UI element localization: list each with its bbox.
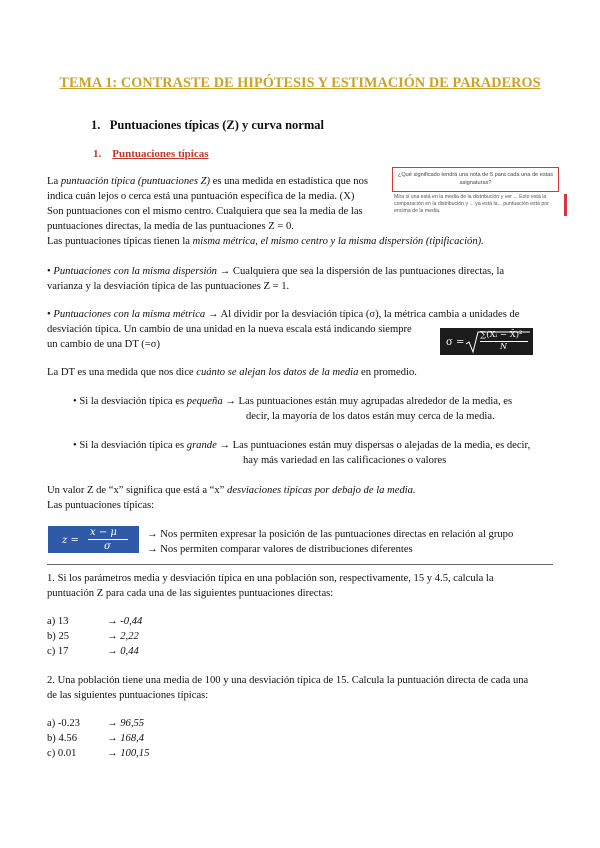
page-title: TEMA 1: CONTRASTE DE HIPÓTESIS Y ESTIMACIÓN DE PARADEROS — [59, 75, 541, 91]
small-sd-line-2: decir, la mayoría de los datos están muy cerca de la media. — [246, 411, 495, 422]
exercise-2-item — [47, 717, 144, 731]
item-label: c) 17 — [47, 646, 69, 657]
formula-denominator: σ — [104, 541, 111, 552]
section-label: Puntuaciones típicas (Z) y curva normal — [109, 118, 324, 132]
usage-item-1: → Nos permiten expresar la posición de las puntuaciones directas en relación al grupo — [147, 529, 514, 540]
arrow: → — [107, 646, 118, 657]
side-note-text — [394, 194, 560, 215]
bullet: • — [47, 266, 51, 277]
small-sd-text: Si la desviación típica es — [79, 396, 187, 407]
big-sd-text: Si la desviación típica es — [79, 440, 187, 451]
small-sd-term: pequeña — [186, 396, 223, 407]
intro-line-3: Son puntuaciones con el mismo centro. Cualquiera que sea la media de las — [47, 206, 363, 217]
big-sd-text: → Las puntuaciones están muy dispersas o alejadas de la media, es decir, — [216, 440, 531, 451]
arrow: → — [107, 748, 118, 759]
z-value-term: desviaciones típicas por debajo de la media. — [227, 485, 416, 496]
item-answer: -0,44 — [120, 616, 143, 627]
formula-numerator: ∑(Xᵢ − X̄)² — [480, 330, 523, 340]
item-label: a) -0.23 — [47, 718, 80, 729]
bullet: • — [73, 396, 77, 407]
small-sd-text: → Las puntuaciones están muy agrupadas alrededor de la media, es — [222, 396, 513, 407]
bullet: • — [47, 309, 51, 320]
subsection-label: Puntuaciones típicas — [112, 148, 209, 160]
intro-line-2: indica cuán lejos o cerca está una puntuación específica de la media. (X) — [47, 191, 355, 202]
intro-line-5 — [47, 235, 484, 249]
arrow: → — [107, 733, 118, 744]
intro-line-1 — [47, 175, 368, 189]
formula-denominator: N — [500, 342, 507, 351]
bullet: • — [73, 440, 77, 451]
item-answer: 0,44 — [120, 646, 139, 657]
item-answer: 96,55 — [120, 718, 145, 729]
intro-term: puntuación típica (puntuaciones Z) — [60, 176, 211, 187]
z-score-formula — [48, 526, 139, 553]
subsection-number: 1. — [93, 148, 102, 160]
side-note-body: Mira si una está en la media de la distribución y ver ... Esto está la comparación en la distribución y ... ya está la... puntuación está por encima de la media. — [394, 194, 549, 215]
intro-term: misma métrica, el mismo centro y la misma dispersión (tipificación). — [192, 236, 484, 247]
dt-definition — [47, 366, 417, 380]
arrow: → — [107, 616, 118, 627]
formula-lhs: σ = — [446, 337, 465, 348]
dt-term: cuánto se alejan los datos de la media — [196, 367, 359, 378]
item-answer: 100,15 — [120, 748, 150, 759]
z-value-text: Un valor Z de “x” significa que está a “x” — [47, 485, 228, 496]
intro-text: es una medida en estadística que nos — [210, 176, 368, 187]
usage-intro: Las puntuaciones típicas: — [47, 500, 155, 511]
dt-text: La DT es una medida que nos dice — [47, 367, 197, 378]
big-sd-line-1 — [73, 439, 530, 453]
exercise-2-question-1: 2. Una población tiene una media de 100 y una desviación típica de 15. Calcula la puntuación directa de cada una — [47, 675, 529, 686]
item-label: a) 13 — [47, 616, 69, 627]
divider — [47, 564, 553, 565]
subsection-heading — [93, 147, 209, 161]
exercise-2-item — [47, 732, 144, 746]
item-answer: 168,4 — [120, 733, 145, 744]
exercise-1-question-2: puntuación Z para cada una de las siguientes puntuaciones directas: — [47, 588, 334, 599]
metric-term: Puntuaciones con la misma métrica — [53, 309, 206, 320]
side-note-marker — [564, 194, 567, 216]
arrow: → — [107, 718, 118, 729]
usage-item-2: → Nos permiten comparar valores de distribuciones diferentes — [147, 544, 413, 555]
intro-line-4: puntuaciones directas, la media de las puntuaciones Z = 0. — [47, 221, 294, 232]
intro-text: La — [47, 176, 61, 187]
section-heading — [91, 117, 324, 133]
section-number: 1. — [91, 118, 101, 132]
z-value-definition — [47, 484, 416, 498]
formula-lhs: z = — [62, 535, 79, 546]
dispersion-line-2: varianza y la desviación típica de las puntuaciones Z = 1. — [47, 281, 290, 292]
exercise-1-item — [47, 630, 139, 644]
exercise-1-item — [47, 615, 142, 629]
item-label: b) 4.56 — [47, 733, 78, 744]
exercise-1-question-1: 1. Si los parámetros media y desviación típica en una población son, respectivamente, 15 y 4.5, calcula la — [47, 573, 494, 584]
arrow: → — [107, 631, 118, 642]
std-dev-formula — [440, 328, 533, 355]
side-note-box: ¿Qué significado tendrá una nota de 5 para cada una de estas asignaturas? — [392, 167, 559, 192]
item-label: b) 25 — [47, 631, 70, 642]
metric-line-2: desviación típica. Un cambio de una unidad en la nueva escala está indicando siempre — [47, 324, 412, 335]
metric-line-3: un cambio de una DT (=σ) — [47, 339, 160, 350]
exercise-2-item — [47, 747, 149, 761]
exercise-1-item — [47, 645, 139, 659]
item-label: c) 0.01 — [47, 748, 77, 759]
intro-text: Las puntuaciones típicas tienen la — [47, 236, 193, 247]
big-sd-term: grande — [186, 440, 217, 451]
dispersion-term: Puntuaciones con la misma dispersión — [53, 266, 217, 277]
metric-line-1 — [47, 308, 520, 322]
exercise-2-question-2: de las siguientes puntuaciones típicas: — [47, 690, 209, 701]
dispersion-text: → Cualquiera que sea la dispersión de las puntuaciones directas, la — [216, 266, 505, 277]
big-sd-line-2: hay más variedad en las calificaciones o valores — [243, 455, 447, 466]
dispersion-line-1 — [47, 265, 504, 279]
dt-text: en promedio. — [358, 367, 417, 378]
formula-numerator: x − μ — [90, 527, 117, 538]
small-sd-line-1 — [73, 395, 512, 409]
item-answer: 2,22 — [120, 631, 139, 642]
metric-text: → Al dividir por la desviación típica (σ), la métrica cambia a unidades de — [205, 309, 520, 320]
